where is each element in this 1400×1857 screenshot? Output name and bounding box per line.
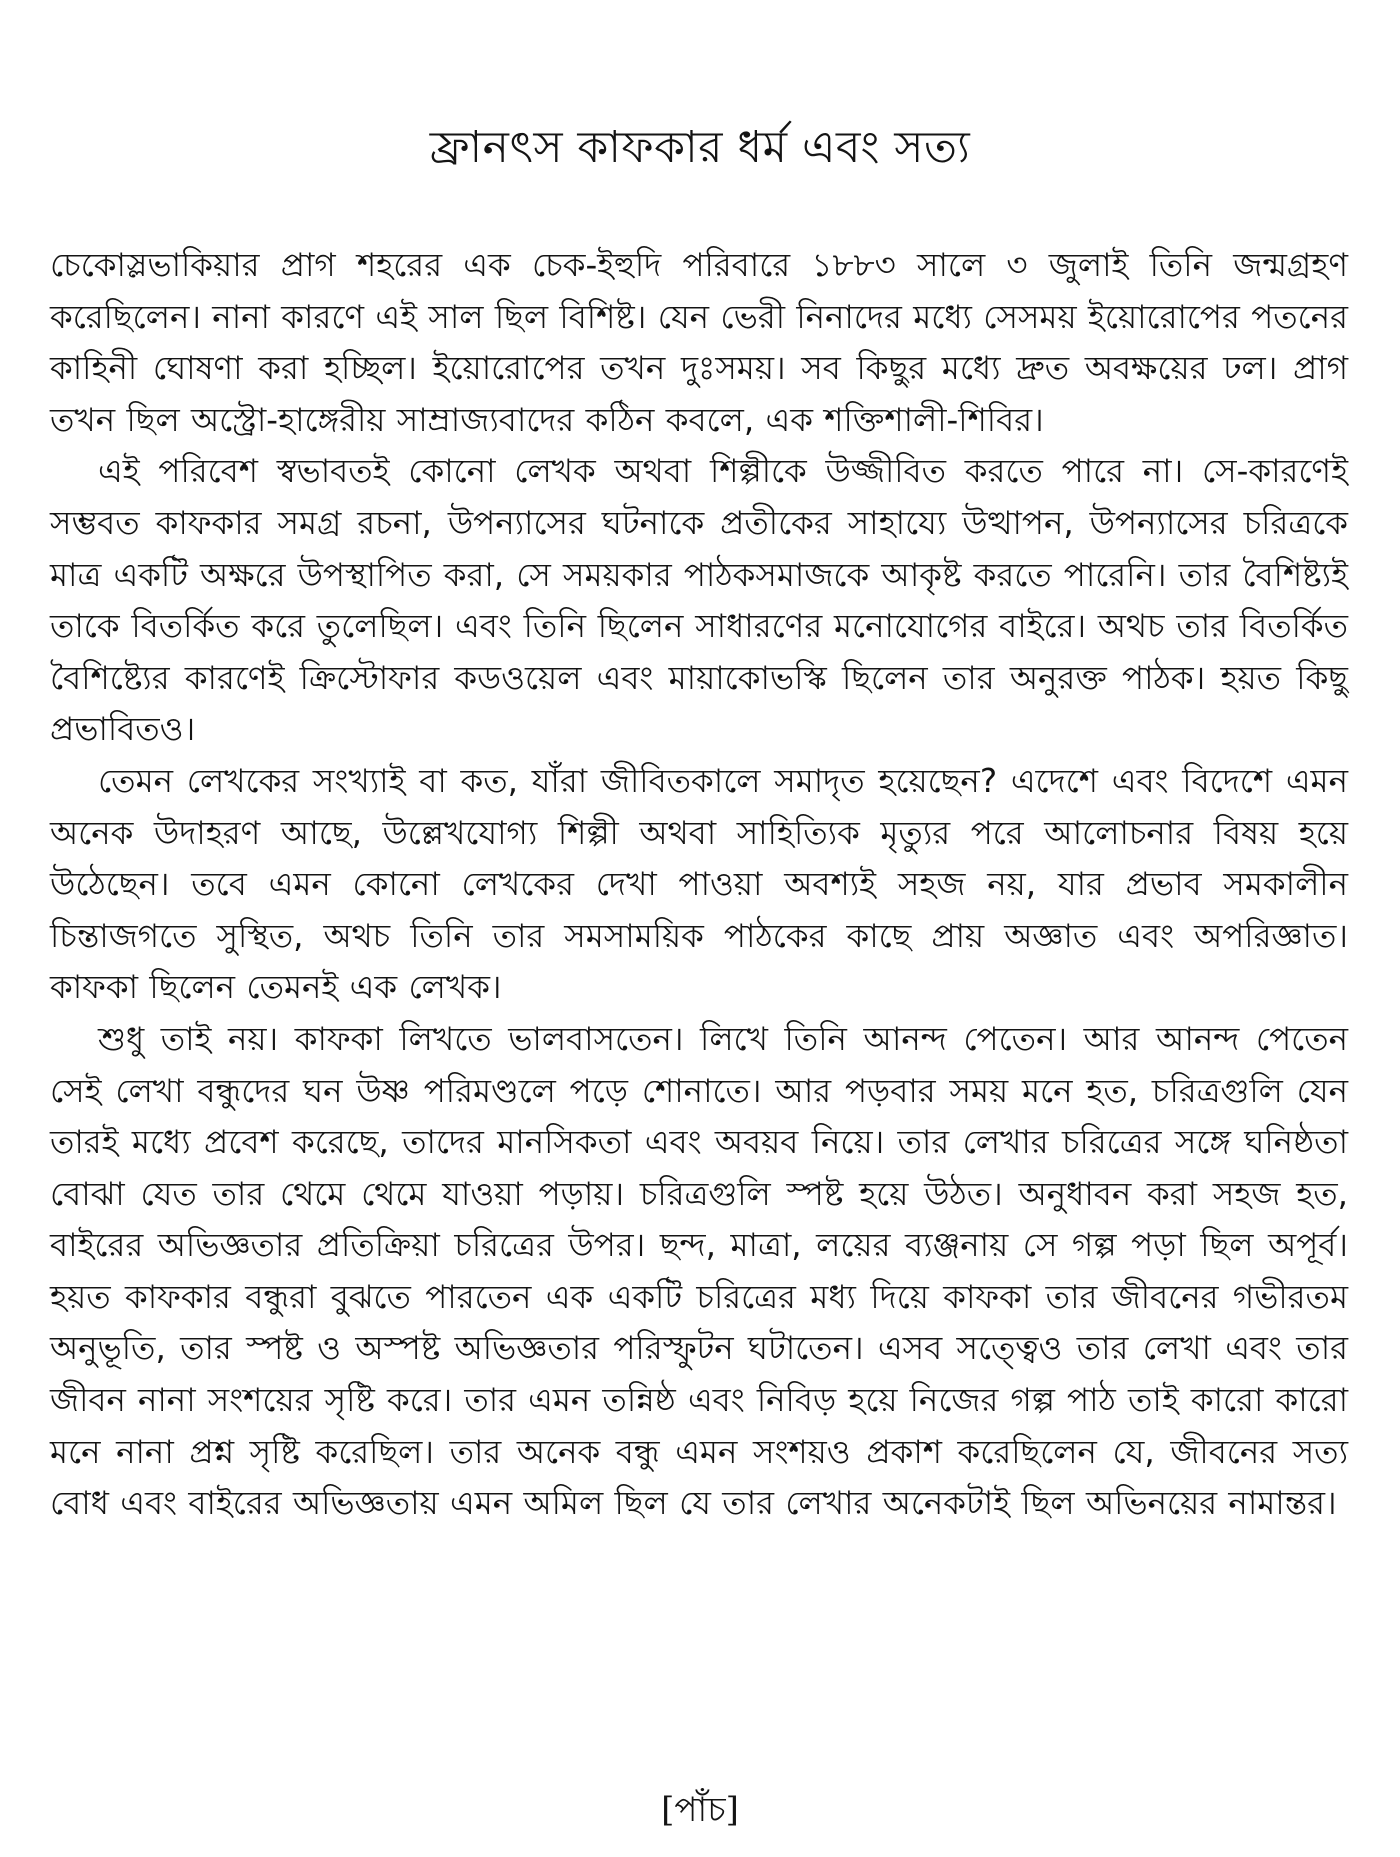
paragraph-4: শুধু তাই নয়। কাফকা লিখতে ভালবাসতেন। লিখে তিনি আনন্দ পেতেন। আর আনন্দ পেতেন সেই লেখা বন্ধুদের ঘন উষ্ণ পরিমণ্ডলে পড়ে শোনাতে। আর পড়বার সময় মনে হত, চরিত্রগুলি যেন তারই মধ্যে প্রবেশ করেছে, তাদের মানসিকতা এবং অবয়ব নিয়ে। তার লেখার চরিত্রের সঙ্গে ঘনিষ্ঠতা বোঝা যেত তার থেমে থেমে যাওয়া পড়ায়। চরিত্রগুলি স্পষ্ট হয়ে উঠত। অনুধাবন করা সহজ হত, বাইরের অভিজ্ঞতার প্রতিক্রিয়া চরিত্রের উপর। ছন্দ, মাত্রা, লয়ের ব্যঞ্জনায় সে গল্প পড়া ছিল অপূর্ব। হয়ত কাফকার বন্ধুরা বুঝতে পারতেন এক একটি চরিত্রের মধ্য দিয়ে কাফকা তার জীবনের গভীরতম অনুভূতি, তার স্পষ্ট ও অস্পষ্ট অভিজ্ঞতার পরিস্ফুটন ঘটাতেন। এসব সত্ত্বেও তার লেখা এবং তার জীবন নানা সংশয়ের সৃষ্টি করে। তার এমন তন্নিষ্ঠ এবং নিবিড় হয়ে নিজের গল্প পাঠ তাই কারো কারো মনে নানা প্রশ্ন সৃষ্টি করেছিল। তার অনেক বন্ধু এমন সংশয়ও প্রকাশ করেছিলেন যে, জীবনের সত্য বোধ এবং বাইরের অভিজ্ঞতায় এমন অমিল ছিল যে তার লেখার অনেকটাই ছিল অভিনয়ের নামান্তর।	[50, 1019, 1348, 1523]
page-title: ফ্রানৎস কাফকার ধর্ম এবং সত্য	[429, 122, 971, 173]
page-number: [পাঁচ]	[661, 1790, 739, 1830]
body-text	[50, 240, 1348, 1530]
paragraph-3: তেমন লেখকের সংখ্যাই বা কত, যাঁরা জীবিতকালে সমাদৃত হয়েছেন? এদেশে এবং বিদেশে এমন অনেক উদাহরণ আছে, উল্লেখযোগ্য শিল্পী অথবা সাহিত্যিক মৃত্যুর পরে আলোচনার বিষয় হয়ে উঠেছেন। তবে এমন কোনো লেখকের দেখা পাওয়া অবশ্যই সহজ নয়, যার প্রভাব সমকালীন চিন্তাজগতে সুস্থিত, অথচ তিনি তার সমসাময়িক পাঠকের কাছে প্রায় অজ্ঞাত এবং অপরিজ্ঞাত। কাফকা ছিলেন তেমনই এক লেখক।	[50, 761, 1348, 1007]
paragraph-1: চেকোস্লভাকিয়ার প্রাগ শহরের এক চেক-ইহুদি পরিবারে ১৮৮৩ সালে ৩ জুলাই তিনি জন্মগ্রহণ করেছিলেন। নানা কারণে এই সাল ছিল বিশিষ্ট। যেন ভেরী নিনাদের মধ্যে সেসময় ইয়োরোপের পতনের কাহিনী ঘোষণা করা হচ্ছিল। ইয়োরোপের তখন দুঃসময়। সব কিছুর মধ্যে দ্রুত অবক্ষয়ের ঢল। প্রাগ তখন ছিল অস্ট্রো-হাঙ্গেরীয় সাম্রাজ্যবাদের কঠিন কবলে, এক শক্তিশালী-শিবির।	[50, 246, 1348, 439]
paragraph-2: এই পরিবেশ স্বভাবতই কোনো লেখক অথবা শিল্পীকে উজ্জীবিত করতে পারে না। সে-কারণেই সম্ভবত কাফকার সমগ্র রচনা, উপন্যাসের ঘটনাকে প্রতীকের সাহায্যে উত্থাপন, উপন্যাসের চরিত্রকে মাত্র একটি অক্ষরে উপস্থাপিত করা, সে সময়কার পাঠকসমাজকে আকৃষ্ট করতে পারেনি। তার বৈশিষ্ট্যই তাকে বিতর্কিত করে তুলেছিল। এবং তিনি ছিলেন সাধারণের মনোযোগের বাইরে। অথচ তার বিতর্কিত বৈশিষ্ট্যের কারণেই ক্রিস্টোফার কডওয়েল এবং মায়াকোভস্কি ছিলেন তার অনুরক্ত পাঠক। হয়ত কিছু প্রভাবিতও।	[50, 452, 1348, 749]
